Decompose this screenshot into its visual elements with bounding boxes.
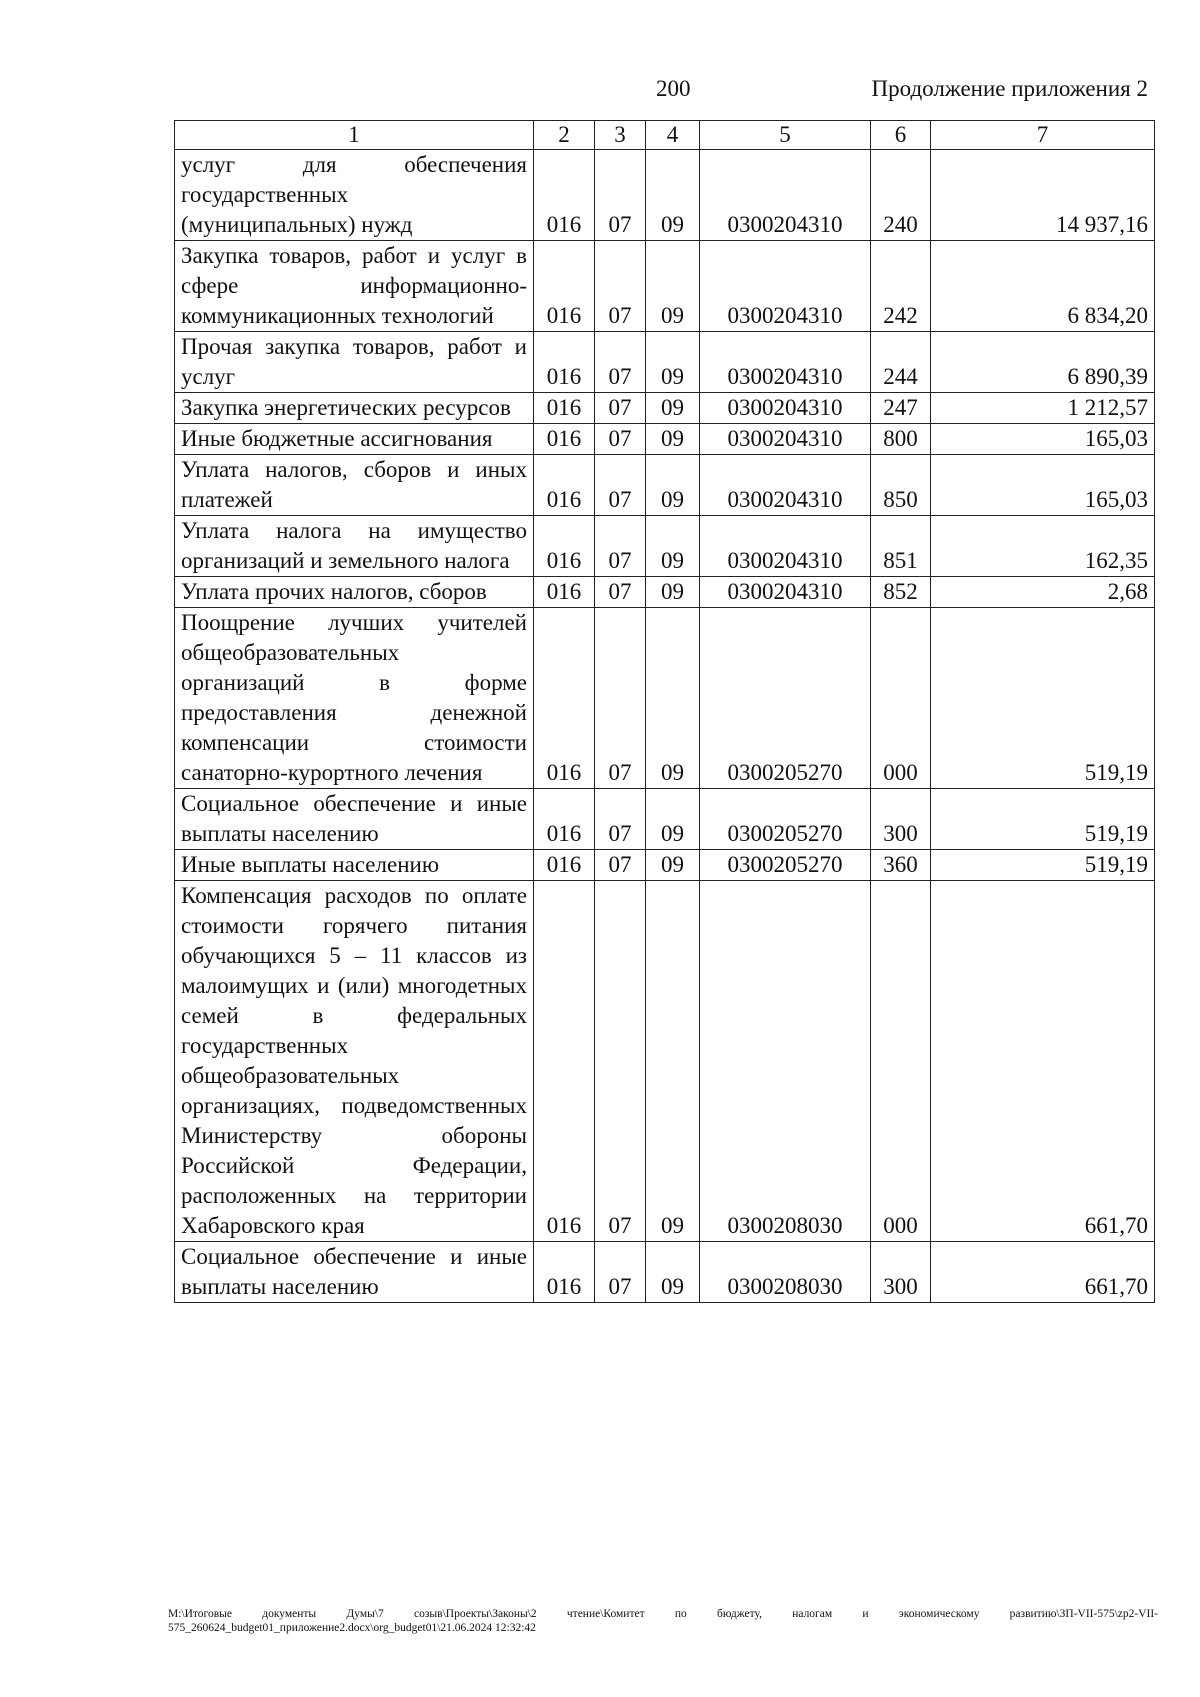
admin-code: 016 <box>534 881 595 1242</box>
table-row <box>175 881 1155 1242</box>
expense-type-code: 000 <box>871 881 931 1242</box>
column-header-3: 3 <box>595 121 646 150</box>
admin-code: 016 <box>534 241 595 332</box>
section-code: 07 <box>595 241 646 332</box>
expense-type-code: 360 <box>871 850 931 881</box>
row-description: Иные выплаты населению <box>175 850 534 881</box>
column-header-6: 6 <box>871 121 931 150</box>
amount: 519,19 <box>931 608 1155 789</box>
target-article-code: 0300205270 <box>700 608 871 789</box>
row-description: Прочая закупка товаров, работ и услуг <box>175 332 534 393</box>
row-description: Закупка энергетических ресурсов <box>175 393 534 424</box>
amount: 165,03 <box>931 455 1155 516</box>
admin-code: 016 <box>534 332 595 393</box>
table-row <box>175 577 1155 608</box>
table-row <box>175 850 1155 881</box>
document-path-footer: M:\Итоговые документы Думы\7 созыв\Проекты\Законы\2 чтение\Комитет по бюджету, налогам и экономическому развитию\ЗП-VII-575\zp2-VII-575_260624_budget01_приложение2.docx\org_budget01\21.06.2024 12:32:42 <box>168 1608 1158 1634</box>
header-row <box>175 121 1155 150</box>
subsection-code: 09 <box>646 516 700 577</box>
table-row <box>175 241 1155 332</box>
admin-code: 016 <box>534 150 595 241</box>
page-number: 200 <box>656 76 691 101</box>
subsection-code: 09 <box>646 332 700 393</box>
amount: 6 834,20 <box>931 241 1155 332</box>
amount: 661,70 <box>931 1242 1155 1303</box>
table-body <box>175 150 1155 1303</box>
subsection-code: 09 <box>646 608 700 789</box>
expense-type-code: 247 <box>871 393 931 424</box>
expense-type-code: 242 <box>871 241 931 332</box>
subsection-code: 09 <box>646 850 700 881</box>
row-description: услуг для обеспечения государственных (муниципальных) нужд <box>175 150 534 241</box>
target-article-code: 0300204310 <box>700 241 871 332</box>
target-article-code: 0300204310 <box>700 332 871 393</box>
table-row <box>175 516 1155 577</box>
row-description: Поощрение лучших учителей общеобразовательных организаций в форме предоставления денежной компенсации стоимости санаторно-курортного лечения <box>175 608 534 789</box>
expense-type-code: 240 <box>871 150 931 241</box>
target-article-code: 0300205270 <box>700 789 871 850</box>
expense-type-code: 300 <box>871 789 931 850</box>
admin-code: 016 <box>534 393 595 424</box>
amount: 162,35 <box>931 516 1155 577</box>
expense-type-code: 800 <box>871 424 931 455</box>
column-header-7: 7 <box>931 121 1155 150</box>
row-description: Уплата прочих налогов, сборов <box>175 577 534 608</box>
table-row <box>175 424 1155 455</box>
section-code: 07 <box>595 577 646 608</box>
section-code: 07 <box>595 150 646 241</box>
target-article-code: 0300208030 <box>700 1242 871 1303</box>
section-code: 07 <box>595 516 646 577</box>
target-article-code: 0300204310 <box>700 150 871 241</box>
row-description: Закупка товаров, работ и услуг в сфере информационно-коммуникационных технологий <box>175 241 534 332</box>
row-description: Социальное обеспечение и иные выплаты населению <box>175 1242 534 1303</box>
target-article-code: 0300204310 <box>700 393 871 424</box>
expense-type-code: 851 <box>871 516 931 577</box>
target-article-code: 0300204310 <box>700 516 871 577</box>
table-header <box>175 121 1155 150</box>
subsection-code: 09 <box>646 455 700 516</box>
section-code: 07 <box>595 881 646 1242</box>
column-header-2: 2 <box>534 121 595 150</box>
section-code: 07 <box>595 850 646 881</box>
row-description: Иные бюджетные ассигнования <box>175 424 534 455</box>
target-article-code: 0300204310 <box>700 577 871 608</box>
expense-type-code: 850 <box>871 455 931 516</box>
subsection-code: 09 <box>646 789 700 850</box>
row-description: Социальное обеспечение и иные выплаты населению <box>175 789 534 850</box>
expense-type-code: 300 <box>871 1242 931 1303</box>
table-row <box>175 332 1155 393</box>
column-header-4: 4 <box>646 121 700 150</box>
table-row <box>175 455 1155 516</box>
admin-code: 016 <box>534 424 595 455</box>
admin-code: 016 <box>534 850 595 881</box>
section-code: 07 <box>595 789 646 850</box>
amount: 165,03 <box>931 424 1155 455</box>
target-article-code: 0300208030 <box>700 881 871 1242</box>
admin-code: 016 <box>534 516 595 577</box>
admin-code: 016 <box>534 455 595 516</box>
amount: 1 212,57 <box>931 393 1155 424</box>
subsection-code: 09 <box>646 881 700 1242</box>
row-description: Компенсация расходов по оплате стоимости горячего питания обучающихся 5 – 11 классов из малоимущих и (или) многодетных семей в федеральных государственных общеобразовательных организациях, подведомственных Министерству обороны Российской Федерации, расположенных на территории Хабаровского края <box>175 881 534 1242</box>
amount: 519,19 <box>931 789 1155 850</box>
section-code: 07 <box>595 393 646 424</box>
admin-code: 016 <box>534 789 595 850</box>
subsection-code: 09 <box>646 424 700 455</box>
section-code: 07 <box>595 608 646 789</box>
section-code: 07 <box>595 332 646 393</box>
amount: 14 937,16 <box>931 150 1155 241</box>
column-header-5: 5 <box>700 121 871 150</box>
subsection-code: 09 <box>646 1242 700 1303</box>
row-description: Уплата налогов, сборов и иных платежей <box>175 455 534 516</box>
table-row <box>175 150 1155 241</box>
section-code: 07 <box>595 455 646 516</box>
column-header-1: 1 <box>175 121 534 150</box>
amount: 519,19 <box>931 850 1155 881</box>
expense-type-code: 244 <box>871 332 931 393</box>
subsection-code: 09 <box>646 150 700 241</box>
subsection-code: 09 <box>646 241 700 332</box>
row-description: Уплата налога на имущество организаций и земельного налога <box>175 516 534 577</box>
admin-code: 016 <box>534 577 595 608</box>
admin-code: 016 <box>534 608 595 789</box>
amount: 661,70 <box>931 881 1155 1242</box>
continuation-title: Продолжение приложения 2 <box>871 76 1148 101</box>
target-article-code: 0300204310 <box>700 424 871 455</box>
amount: 6 890,39 <box>931 332 1155 393</box>
target-article-code: 0300205270 <box>700 850 871 881</box>
subsection-code: 09 <box>646 577 700 608</box>
table-row <box>175 393 1155 424</box>
subsection-code: 09 <box>646 393 700 424</box>
section-code: 07 <box>595 1242 646 1303</box>
target-article-code: 0300204310 <box>700 455 871 516</box>
table-row <box>175 1242 1155 1303</box>
expense-type-code: 000 <box>871 608 931 789</box>
admin-code: 016 <box>534 1242 595 1303</box>
amount: 2,68 <box>931 577 1155 608</box>
table-row <box>175 789 1155 850</box>
budget-table <box>174 120 1155 1303</box>
expense-type-code: 852 <box>871 577 931 608</box>
table-row <box>175 608 1155 789</box>
section-code: 07 <box>595 424 646 455</box>
